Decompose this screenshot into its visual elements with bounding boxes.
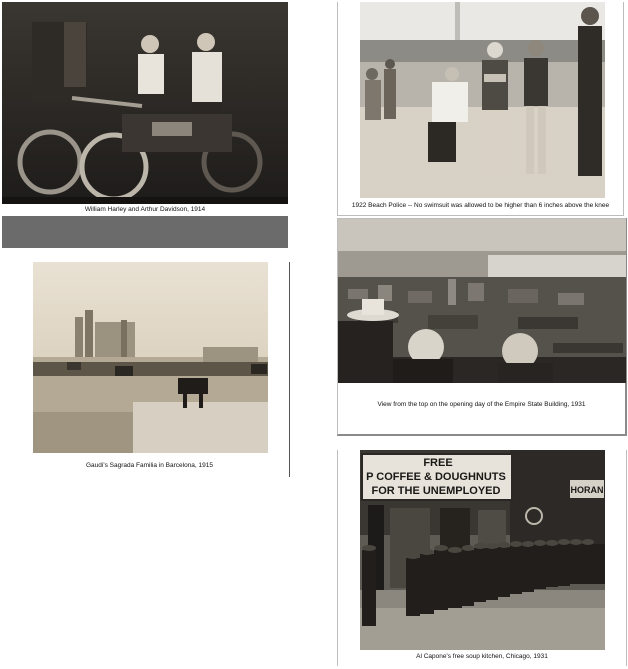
empire-photo	[338, 219, 626, 383]
empire-caption: View from the top on the opening day of the Empire State Building, 1931	[377, 401, 586, 408]
gaudi-caption: Gaudi's Sagrada Familia in Barcelona, 1915	[86, 462, 213, 469]
sign-horan: HORAN	[570, 485, 604, 495]
harley-caption-bar	[2, 204, 288, 216]
empire-card	[337, 218, 627, 436]
gaudi-card	[30, 262, 290, 477]
harley-card	[2, 2, 288, 248]
beach-caption: 1922 Beach Police -- No swimsuit was allowed to be higher than 6 inches above the knee	[351, 202, 610, 209]
beach-photo	[360, 2, 605, 198]
sign-unemployed: FOR THE UNEMPLOYED	[371, 485, 501, 497]
capone-photo	[360, 450, 605, 650]
sign-coffee: P COFFEE & DOUGHNUTS	[366, 471, 506, 483]
harley-photo	[2, 2, 288, 204]
beach-card	[337, 2, 624, 216]
capone-card	[337, 450, 627, 666]
capone-caption: Al Capone's free soup kitchen, Chicago, 1931	[416, 653, 548, 660]
gaudi-photo	[33, 262, 268, 453]
sign-free: FREE	[423, 457, 453, 469]
harley-caption: William Harley and Arthur Davidson, 1914	[84, 206, 206, 213]
